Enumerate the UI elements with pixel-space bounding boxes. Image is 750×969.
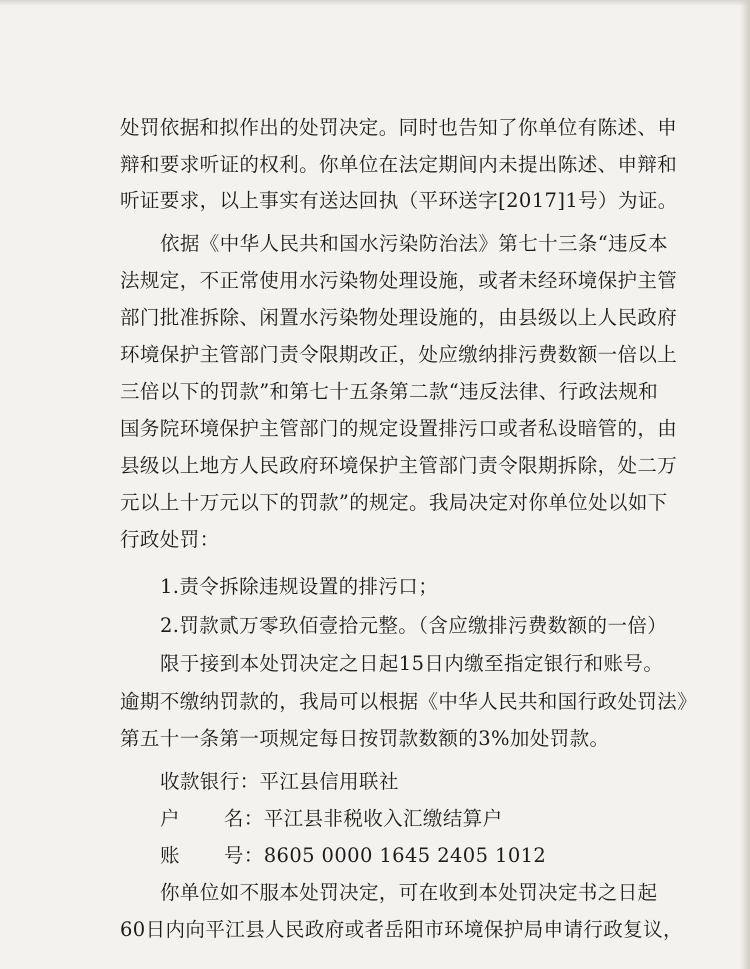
account-name-label-a: 户 (160, 807, 180, 830)
body-line: 环境保护主管部门责令限期改正，处应缴纳排污费数额一倍以上 (120, 343, 678, 366)
body-line: 逾期不缴纳罚款的，我局可以根据《中华人民共和国行政处罚法》 (120, 690, 698, 713)
penalty-item-2: 2.罚款贰万零玖佰壹拾元整。（含应缴排污费数额的一倍） (160, 614, 668, 637)
penalty-item-1: 1.责令拆除违规设置的排污口； (160, 575, 439, 598)
closing-line: 60日内向平江县人民政府或者岳阳市环境保护局申请行政复议， (120, 918, 683, 941)
account-number-label-b: 号： (223, 844, 264, 867)
bank-value: 平江县信用联社 (259, 770, 399, 793)
bank-row (160, 770, 399, 794)
body-line: 三倍以下的罚款”和第七十五条第二款“违反法律、行政法规和 (120, 380, 659, 403)
account-number-value: 8605 0000 1645 2405 1012 (263, 844, 547, 867)
closing-line: 你单位如不服本处罚决定，可在收到本处罚决定书之日起 (160, 881, 658, 904)
bank-label: 收款银行： (160, 770, 260, 793)
body-line: 处罚依据和拟作出的处罚决定。同时也告知了你单位有陈述、申 (120, 116, 678, 139)
body-line: 法规定，不正常使用水污染物处理设施，或者未经环境保护主管 (120, 269, 678, 292)
account-name-value: 平江县非税收入汇缴结算户 (263, 807, 503, 830)
body-line: 第五十一条第一项规定每日按罚款数额的3%加处罚款。 (120, 727, 610, 750)
body-line: 部门批准拆除、闲置水污染物处理设施的，由县级以上人民政府 (120, 306, 678, 329)
body-line: 行政处罚： (120, 528, 220, 551)
account-number-row (160, 844, 546, 868)
body-line: 县级以上地方人民政府环境保护主管部门责令限期拆除，处二万 (120, 454, 678, 477)
account-number-label-a: 账 (160, 844, 180, 867)
body-line: 辩和要求听证的权利。你单位在法定期间内未提出陈述、申辩和 (120, 153, 678, 176)
account-name-row (160, 807, 503, 831)
account-name-label-b: 名： (223, 807, 264, 830)
body-line: 依据《中华人民共和国水污染防治法》第七十三条“违反本 (160, 232, 668, 255)
body-line: 限于接到本处罚决定之日起15日内缴至指定银行和账号。 (160, 652, 664, 675)
body-line: 元以上十万元以下的罚款”的规定。我局决定对你单位处以如下 (120, 491, 668, 514)
body-line: 听证要求，以上事实有送达回执（平环送字[2017]1号）为证。 (120, 189, 678, 212)
body-line: 国务院环境保护主管部门的规定设置排污口或者私设暗管的，由 (120, 417, 678, 440)
